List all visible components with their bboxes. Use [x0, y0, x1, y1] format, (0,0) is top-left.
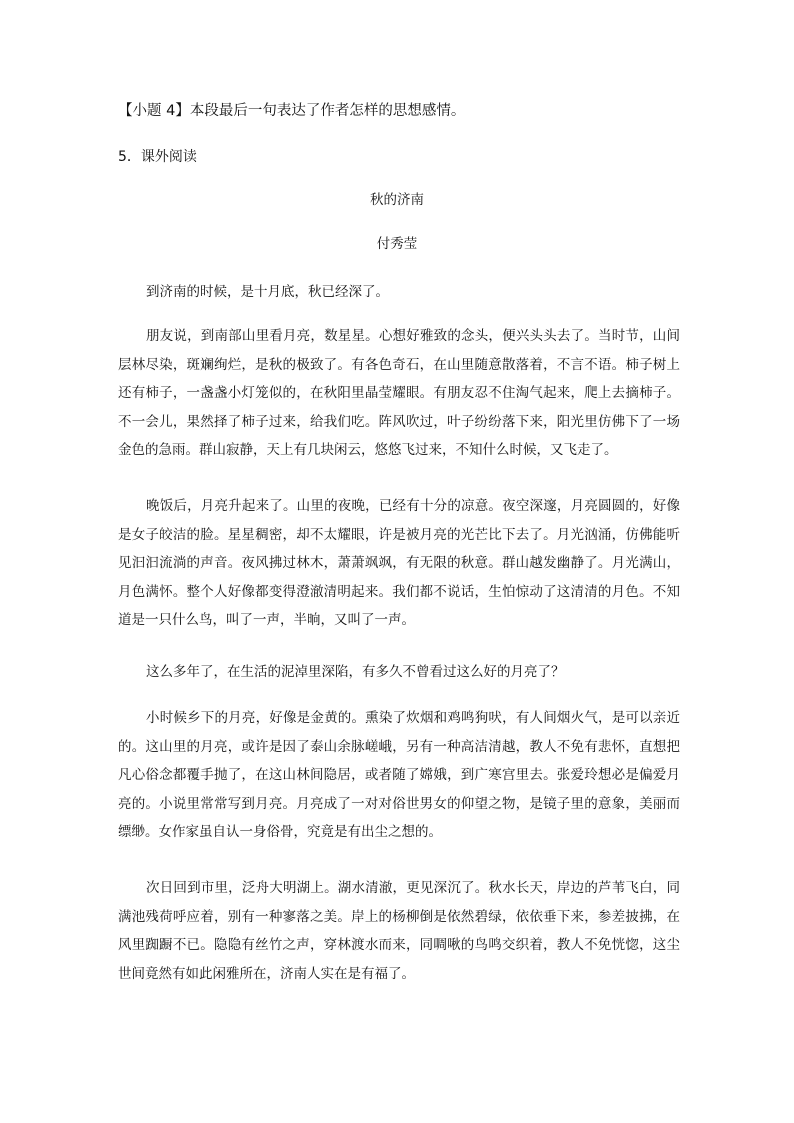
section-heading: 5．课外阅读 — [118, 149, 197, 165]
article-title: 秋的济南 — [370, 192, 424, 208]
paragraph-5: 小时候乡下的月亮，好像是金黄的。熏染了炊烟和鸡鸣狗吠，有人间烟火气，是可以亲近的。这山里的月亮，或许是因了泰山余脉嵯峨，另有一种高洁清越，教人不免有悲怀，直想把凡心俗念都覆手抛了，在这山林间隐居，或者随了嫦娥，到广寒宫里去。张爱玲想必是偏爱月亮的。小说里常常写到月亮。月亮成了一对对俗世男女的仰望之物，是镜子里的意象，美丽而缥缈。女作家虽自认一身俗骨，究竟是有出尘之想的。 — [118, 710, 680, 840]
paragraph-3: 晚饭后，月亮升起来了。山里的夜晚，已经有十分的凉意。夜空深邃，月亮圆圆的，好像是女子皎洁的脸。星星稠密，却不太耀眼，许是被月亮的光芒比下去了。月光汹涌，仿佛能听见汩汩流淌的声音。夜风拂过林木，萧萧飒飒，有无限的秋意。群山越发幽静了。月光满山，月色满怀。整个人好像都变得澄澈清明起来。我们都不说话，生怕惊动了这清清的月色。不知道是一只什么鸟，叫了一声，半晌，又叫了一声。 — [118, 498, 680, 628]
paragraph-2: 朋友说，到南部山里看月亮，数星星。心想好雅致的念头，便兴头头去了。当时节，山间层林尽染，斑斓绚烂，是秋的极致了。有各色奇石，在山里随意散落着，不言不语。柿子树上还有柿子，一盏盏小灯笼似的，在秋阳里晶莹耀眼。有朋友忍不住淘气起来，爬上去摘柿子。不一会儿，果然择了柿子过来，给我们吃。阵风吹过，叶子纷纷落下来，阳光里仿佛下了一场金色的急雨。群山寂静，天上有几块闲云，悠悠飞过来，不知什么时候，又飞走了。 — [118, 328, 680, 458]
question-4: 【小题 4】本段最后一句表达了作者怎样的思想感情。 — [118, 103, 466, 119]
article-author: 付秀莹 — [376, 236, 418, 252]
paragraph-1: 到济南的时候，是十月底，秋已经深了。 — [146, 284, 389, 300]
paragraph-6: 次日回到市里，泛舟大明湖上。湖水清澈，更见深沉了。秋水长天，岸边的芦苇飞白，同满池残荷呼应着，别有一种寥落之美。岸上的杨柳倒是依然碧绿，依依垂下来，参差披拂，在风里踟蹰不已。隐隐有丝竹之声，穿林渡水而来，同啁啾的鸟鸣交织着，教人不免恍惚，这尘世间竟然有如此闲雅所在，济南人实在是有福了。 — [118, 880, 680, 982]
paragraph-4: 这么多年了，在生活的泥淖里深陷，有多久不曾看过这么好的月亮了？ — [146, 664, 565, 680]
